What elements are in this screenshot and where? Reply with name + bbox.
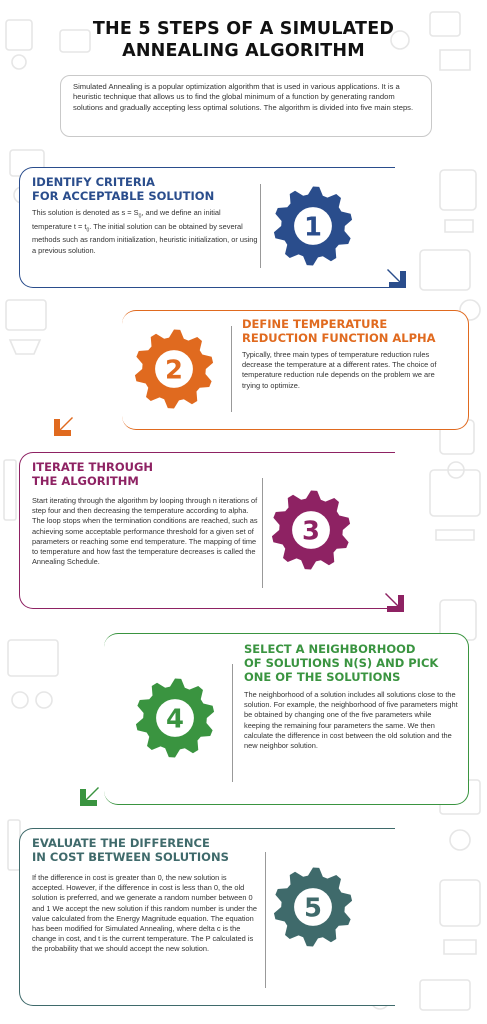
step-3-heading [32, 461, 153, 488]
intro-box: Simulated Annealing is a popular optimization algorithm that is used in various applications. It is a heuristic technique that allows us to find the global minimum of a function by generating random solutions and gradually accepting less optimal solutions. The algorithm is divided into five main steps. [60, 75, 432, 137]
step-2-heading-line-1: DEFINE TEMPERATURE [242, 317, 388, 331]
step-5-heading [32, 837, 229, 864]
step-2-divider [231, 326, 232, 412]
step-5-gear-icon [270, 864, 356, 950]
step-1-gear-icon [270, 183, 356, 269]
step-3-body: Start iterating through the algorithm by looping through n iterations of step four and then decreasing the temperature according to alpha. The loop stops when the termination conditions are reached, such as achieving some acceptable performance threshold for a given set of parameters or reaching some end temperature. The mapping of time to temperature and how fast the temperature decreases is called the Annealing Schedule. [32, 496, 258, 567]
step-5-body: If the difference in cost is greater than 0, the new solution is accepted. However, if the difference in cost is less than 0, the old solution is preferred, and we generate a random number between 0 and 1 We accept the new solution if this random number is under the value calculated from the Energy Magnitude equation. The equation has been modified for Simulated Annealing, where delta c is the change in cost, and t is the current temperature. The P calculated is the probability that we should accept the new solution. [32, 873, 257, 954]
step-3-heading-line-1: ITERATE THROUGH [32, 460, 154, 474]
step-2-gear-icon [131, 326, 217, 412]
step-4-heading-line-1: SELECT A NEIGHBORHOOD [244, 642, 416, 656]
step-1-body-l2-sub: 0 [86, 227, 90, 234]
step-1-body-l2a: temperature t = t [32, 221, 87, 231]
arrow-down-right-icon-2 [382, 586, 412, 616]
step-1-heading [32, 176, 214, 203]
step-1-body-l2b: . The initial solution can be obtained [89, 221, 208, 231]
step-1-body-l1a: This solution is denoted as s = S [32, 208, 139, 217]
arrow-down-left-icon-2 [72, 780, 102, 810]
step-1-body-l1b: , and we define an initial [141, 208, 221, 217]
step-4-body: The neighborhood of a solution includes all solutions close to the solution. For example, the neighborhood of five parameters might be obtained by changing one of the five parameters while keeping the remaining four parameters the same. We then calculate the difference in cost between the old solution and the new neighbor solution. [244, 690, 458, 751]
step-5-divider [265, 852, 266, 988]
step-2-body: Typically, three main types of temperature reduction rules decrease the temperature at a different rates. The choice of temperature reduction rule depends on the problem we are trying to optimize. [242, 350, 437, 390]
step-3-divider [262, 478, 263, 588]
arrow-down-right-icon [384, 262, 414, 292]
step-2-heading-line-2: REDUCTION FUNCTION ALPHA [242, 330, 436, 345]
step-4-gear-icon [132, 675, 218, 761]
step-1-heading-line-1: IDENTIFY CRITERIA [32, 175, 155, 189]
step-4-number: 4 [166, 704, 184, 735]
step-4-heading [244, 642, 438, 684]
arrow-down-left-icon [46, 410, 76, 440]
step-3-gear-icon [268, 487, 354, 573]
step-5-heading-line-1: EVALUATE THE DIFFERENCE [32, 836, 210, 850]
step-3-number: 3 [302, 516, 320, 547]
step-1-body-rest: by several methods such as random initialization, heuristic initialization, or using a previous solution. [32, 221, 258, 255]
step-2-heading [242, 318, 436, 345]
step-1-body [32, 208, 260, 256]
step-1-divider [260, 184, 261, 268]
page-title [0, 18, 487, 62]
step-4-divider [232, 664, 233, 782]
step-2-number: 2 [165, 355, 183, 386]
step-1-number: 1 [304, 212, 322, 243]
step-1-body-l1-sub: 0 [138, 213, 142, 220]
title-line-1: THE 5 STEPS OF A SIMULATED [92, 19, 395, 39]
step-4-heading-line-2: OF SOLUTIONS N(S) AND PICK [244, 656, 439, 670]
step-4-heading-line-3: ONE OF THE SOLUTIONS [244, 670, 401, 684]
step-5-number: 5 [304, 893, 322, 924]
step-1-heading-line-2: FOR ACCEPTABLE SOLUTION [32, 188, 215, 203]
step-3-heading-line-2: THE ALGORITHM [32, 473, 139, 488]
title-line-2: ANNEALING ALGORITHM [122, 41, 365, 61]
step-5-heading-line-2: IN COST BETWEEN SOLUTIONS [32, 849, 229, 864]
